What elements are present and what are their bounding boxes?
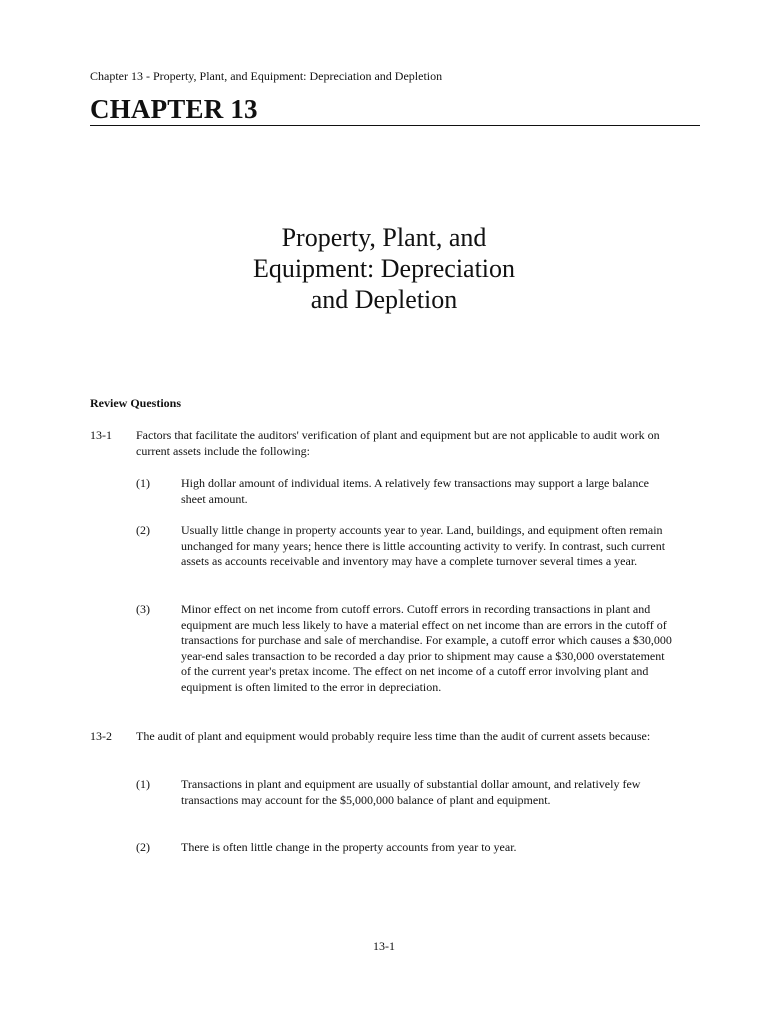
question-number: 13-2 xyxy=(90,729,112,743)
list-item-text: High dollar amount of individual items. A relatively few transactions may support a large balance sheet amount. xyxy=(181,476,649,506)
question-text: Factors that facilitate the auditors' verification of plant and equipment but are not applicable to audit work on current assets include the following: xyxy=(136,428,660,458)
list-item-text: Minor effect on net income from cutoff errors. Cutoff errors in recording transactions in plant and equipment are much less likely to have a material effect on net income than are errors in the cutoff of transactions for purchase and sale of merchandise. For example, a cutoff error which causes a $30,000 year-end sales transaction to be recorded a day prior to shipment may cause a $30,000 overstatement of the current year's pretax income. The effect on net income of a cutoff error involving plant and equipment is often limited to the error in depreciation. xyxy=(181,602,672,694)
question-text: The audit of plant and equipment would probably require less time than the audit of current assets because: xyxy=(136,729,651,743)
question-number: 13-1 xyxy=(90,428,112,442)
list-item-number: (1) xyxy=(136,777,150,791)
section-heading: Review Questions xyxy=(90,396,181,410)
page-number: 13-1 xyxy=(373,939,395,953)
list-item-number: (1) xyxy=(136,476,150,490)
chapter-title-line-2: Equipment: Depreciation xyxy=(252,254,516,283)
list-item-text: There is often little change in the property accounts from year to year. xyxy=(181,840,517,854)
list-item-text: Usually little change in property accounts year to year. Land, buildings, and equipment often remain unchanged for many years; hence there is little accounting activity to verify. In contrast, such current assets as accounts receivable and inventory may have a complete turnover several times a year. xyxy=(181,523,666,569)
list-item-number: (3) xyxy=(136,602,150,616)
chapter-heading-rule xyxy=(90,125,700,126)
chapter-title-line-3: and Depletion xyxy=(310,285,458,314)
list-item-number: (2) xyxy=(136,523,150,537)
list-item-text: Transactions in plant and equipment are usually of substantial dollar amount, and relatively few transactions may account for the $5,000,000 balance of plant and equipment. xyxy=(181,777,641,807)
running-header: Chapter 13 - Property, Plant, and Equipment: Depreciation and Depletion xyxy=(90,69,443,83)
chapter-title xyxy=(90,222,678,315)
chapter-title-line-1: Property, Plant, and xyxy=(281,223,487,252)
chapter-heading: CHAPTER 13 xyxy=(90,94,258,124)
list-item-number: (2) xyxy=(136,840,150,854)
